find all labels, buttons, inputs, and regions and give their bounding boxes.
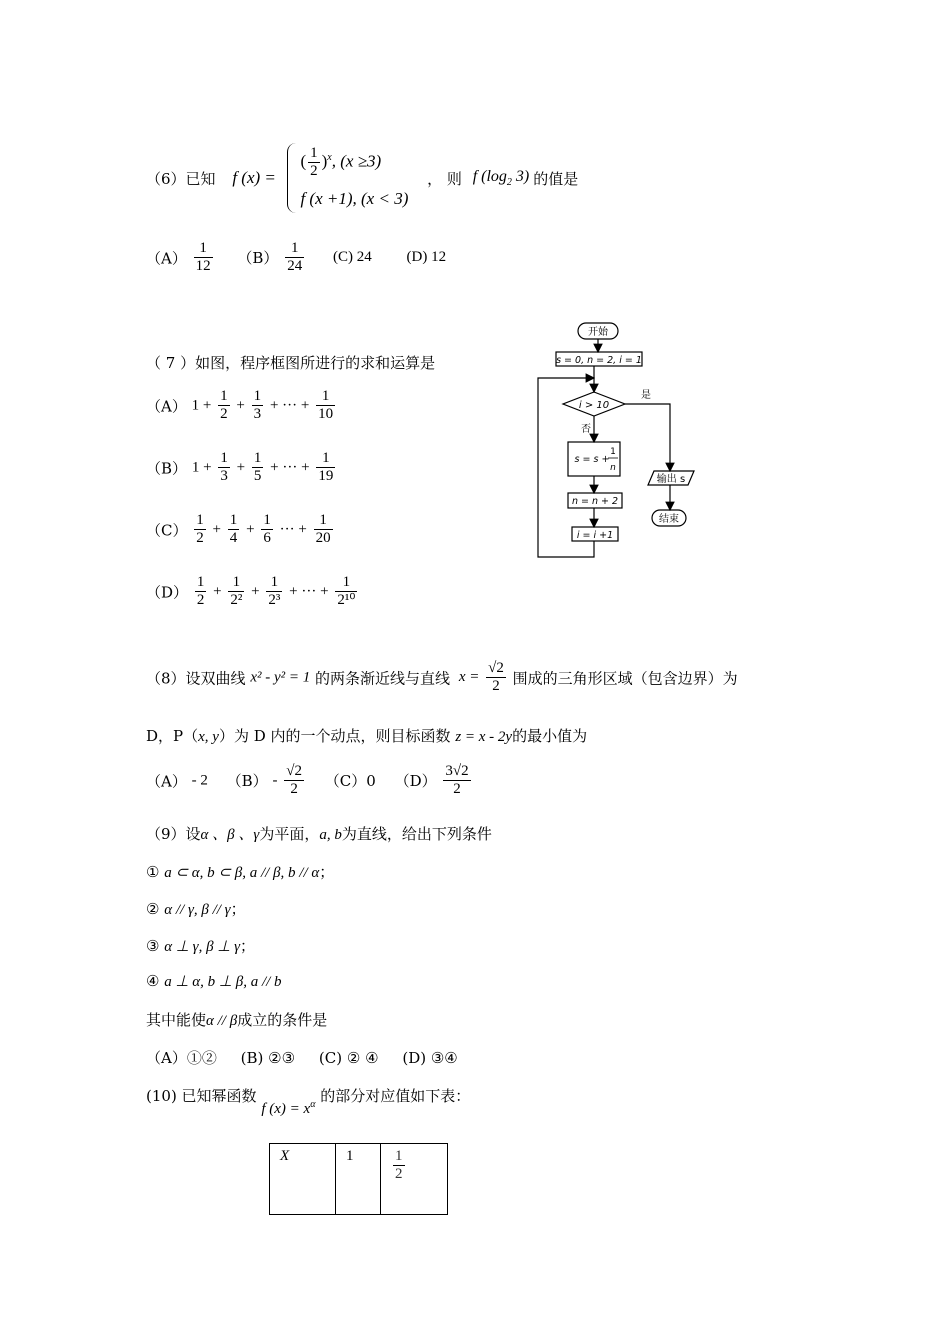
flow-cond-text: i > 10 — [578, 400, 610, 411]
q7-b-term-3: $\frac{1}{19}$ — [318, 450, 334, 485]
q7-d-term-3: $\frac{1}{\text{2³}}$ — [268, 574, 281, 609]
q6-target-arg: 3) — [511, 168, 530, 186]
flow-no-text: 否 — [581, 424, 591, 435]
table-row — [270, 1144, 448, 1215]
q6-opt-b-frac: $\frac{1}{24}$ — [287, 240, 303, 275]
q8-options: （A） - 2 （B） - $\frac{√2}{2}$ （C）0 （D） $\frac{3√2}{2}$ — [146, 763, 469, 798]
q6-case1-cond: , (x ≥3) — [331, 151, 382, 171]
q9-options: （A）①② (B) ②③ (C) ② ④ (D) ③④ — [146, 1049, 458, 1067]
table-cell-x: X — [270, 1144, 336, 1215]
q10-func: f (x) = x — [261, 1101, 311, 1117]
q6-opt-d: (D) 12 — [406, 249, 447, 266]
q7-c-term-3: $\frac{1}{6}$ — [263, 512, 271, 547]
q9-condition-2: ② α // γ, β // γ； — [146, 900, 246, 918]
q10-stem: (10) 已知幂函数 f $(x) = x^\alpha$ 的部分对应值如下表： — [146, 1087, 471, 1117]
flow-yes-text: 是 — [641, 390, 651, 401]
q7-d-term-2: $\frac{1}{\text{2²}}$ — [230, 574, 243, 609]
q9-stem: （9）设α 、β 、γ为平面，a, b为直线，给出下列条件 — [146, 825, 492, 843]
q6-opt-a: （A） — [146, 249, 187, 268]
q6-brace — [287, 143, 296, 213]
q6-case1-den: 2 — [310, 163, 318, 180]
q10-value-table — [269, 1143, 448, 1215]
q6-stem — [146, 140, 578, 214]
q6-cases: ( $\frac{1}{2}$ )$^x$, (x ≥3) f (x +1), (x < 3) — [300, 140, 408, 217]
q8-opt-d-frac: $\frac{3√2}{2}$ — [445, 763, 469, 798]
table-cell-1: 1 — [336, 1144, 381, 1215]
q7-d-term-4: $\frac{1}{\text{2¹⁰}}$ — [337, 574, 356, 609]
q7-c-term-1: $\frac{1}{2}$ — [196, 512, 204, 547]
q7-option-c: （C） $\frac{1}{2}$ + $\frac{1}{4}$ + $\frac{1}{6}$ ··· + $\frac{1}{20}$ — [146, 512, 331, 547]
q8-line-frac: $\frac{√2}{2}$ — [488, 660, 504, 695]
q7-d-term-1: $\frac{1}{2}$ — [196, 574, 205, 609]
flow-output-text: 输出 s — [656, 474, 686, 485]
q9-ask: 其中能使α // β成立的条件是 — [146, 1011, 328, 1029]
q6-options — [146, 240, 446, 276]
flow-init-text: s = 0, n = 2, i = 1 — [556, 355, 642, 366]
q9-condition-4: ④ a ⊥ α, b ⊥ β, a // b — [146, 972, 282, 990]
q9-condition-3: ③ α ⊥ γ, β ⊥ γ； — [146, 937, 256, 955]
q9-condition-1: ① a ⊂ α, b ⊂ β, a // β, b // α； — [146, 863, 335, 881]
q6-prefix: （6）已知 — [146, 169, 216, 188]
q8-line1: （8）设双曲线 x² - y² = 1 的两条渐近线与直线 x = $\frac{√2}{2}$ 围成的三角形区域（包含边界）为 — [146, 660, 738, 695]
flowchart — [530, 318, 710, 563]
q6-fx: f (x) = — [232, 168, 276, 188]
q6-target: f (log — [472, 168, 507, 186]
flow-update-s-num: 1 — [610, 447, 616, 457]
q7-option-b: （B） 1 + $\frac{1}{3}$ + $\frac{1}{5}$ + ··· + $\frac{1}{19}$ — [146, 450, 334, 485]
q6-case2: f (x +1), (x < 3) — [300, 188, 409, 208]
q6-sep: ， 则 — [427, 169, 462, 188]
table-cell-half: $\frac{1}{2}$ — [381, 1144, 448, 1215]
q8-opt-b-frac: $\frac{√2}{2}$ — [286, 763, 302, 798]
flow-end-text: 结束 — [659, 514, 679, 525]
q7-b-term-1: $\frac{1}{3}$ — [220, 450, 228, 485]
q8-curve: x² - y² = 1 — [250, 669, 311, 686]
q7-stem: （ 7 ）如图，程序框图所进行的求和运算是 — [146, 354, 436, 372]
q7-option-a: （A） 1 + $\frac{1}{2}$ + $\frac{1}{3}$ + ··· + $\frac{1}{10}$ — [146, 388, 334, 423]
q6-suffix: 的值是 — [533, 169, 579, 188]
flow-update-i-text: i = i +1 — [576, 530, 614, 541]
q7-a-term-3: $\frac{1}{10}$ — [318, 388, 334, 423]
q7-c-term-2: $\frac{1}{4}$ — [229, 512, 238, 547]
flow-update-s-den: n — [610, 463, 616, 473]
q6-opt-a-frac: $\frac{1}{12}$ — [195, 240, 211, 275]
flow-update-n-text: n = n + 2 — [571, 496, 619, 507]
q7-a-term-1: $\frac{1}{2}$ — [220, 388, 228, 423]
q7-c-term-4: $\frac{1}{20}$ — [315, 512, 331, 547]
q7-b-term-2: $\frac{1}{5}$ — [253, 450, 262, 485]
flow-start-text: 开始 — [588, 327, 608, 338]
flow-update-s-text: s = s + — [574, 454, 610, 465]
q6-case1-num: 1 — [308, 145, 320, 163]
q8-line2: D，P（x, y）为 D 内的一个动点，则目标函数 z = x - 2y的最小值为 — [146, 727, 588, 745]
q8-objective: z = x - 2y — [455, 729, 513, 745]
q7-a-term-2: $\frac{1}{3}$ — [253, 388, 262, 423]
q6-target-base: 2 — [506, 177, 512, 189]
q6-opt-b: （B） — [237, 249, 279, 268]
q7-option-d: （D） $\frac{1}{2}$ + $\frac{1}{\text{2²}}$ + $\frac{1}{\text{2³}}$ + ··· + $\frac{1}{\text{2¹⁰}}$ — [146, 574, 356, 609]
q6-opt-c: (C) 24 — [333, 249, 372, 266]
